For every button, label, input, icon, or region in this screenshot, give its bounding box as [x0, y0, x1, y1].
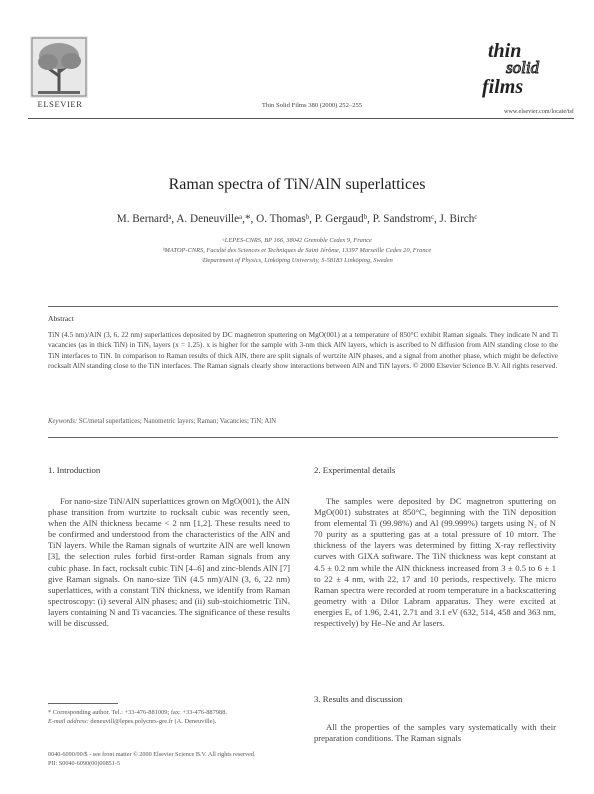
introduction-paragraph: For nano-size TiN/AlN superlattices grown on MgO(001), the AlN phase transition from wurtzite to rocksalt cubic was recently seen, when the AlN thickness became < 2 nm [1,2]. These results need to be confirmed and understood from the characteristics of the AlN and TiN layers. While the Raman signals of wurtzite AlN are well known [3], the selection rules forbid first-order Raman signals from any cubic phase. In fact, rocksalt cubic TiN [4–6] and zinc-blends AlN [7] give Raman signals. On nano-size TiN (4.5 nm)/AlN (3, 6, 22 nm) superlattices, with a constant TiN thickness, we identify from Raman spectroscopy: (i) several AlN phases; and (ii) sub-stoichiometric TiNₓ layers containing N and Ti vacancies. The significance of these results will be discussed. [48, 496, 290, 629]
journal-reference: Thin Solid Films 380 (2000) 252–255 [261, 102, 363, 109]
pii-line: PII: S0040-6090(00)00851-5 [48, 760, 121, 767]
abstract-heading: Abstract [48, 314, 74, 323]
experimental-paragraph: The samples were deposited by DC magnetron sputtering on MgO(001) substrates at 850°C, beginning with the TiN deposition from elemental Ti (99.98%) and Al (99.999%) targets using N₂ of N 70 purity as a sputtering gas at a total pressure of 10 mtorr. The thickness of the layers was determined by fitting X-ray reflectivity curves with GIXA software. The TiN thickness was kept constant at 4.5 ± 0.2 nm while the AlN thickness increased from 3 ± 0.5 to 6 ± 1 to 22 ± 4 nm, with 22, 17 and 10 periods, respectively. The micro Raman spectra were recorded at room temperature in a backscattering geometry with a Dilor Labram apparatus. They were excited at energies Eₑ of 1.96, 2.41, 2.71 and 3.1 eV (632, 514, 458 and 363 nm, respectively) by He–Ne and Ar lasers. [314, 496, 556, 629]
email-note [48, 717, 290, 726]
section-heading-experimental: 2. Experimental details [314, 465, 396, 475]
section-heading-introduction: 1. Introduction [48, 465, 101, 475]
abstract-bottom-divider [48, 437, 558, 438]
affiliation-b: ᵇMATOP-CNRS, Faculté des Sciences et Techniques de Saint Jérôme, 13397 Marseille Cedex 20, France [162, 247, 432, 254]
article-title: Raman spectra of TiN/AlN superlattices [168, 176, 426, 193]
keywords-label: Keywords: [48, 418, 78, 425]
footnote-divider [48, 703, 118, 704]
corresponding-author-note: * Corresponding author. Tel.: +33-476-881009; fax: +33-476-887988. [48, 709, 227, 716]
keywords-line [48, 418, 558, 425]
results-paragraph: All the properties of the samples vary systematically with their preparation conditions. The Raman signals [314, 722, 556, 744]
section-heading-results: 3. Results and discussion [314, 694, 403, 704]
logo-word-films: films [482, 76, 524, 98]
copyright-line: 0040-6090/00/$ - see front matter © 2000 Elsevier Science B.V. All rights reserved. [48, 751, 256, 758]
copyright-footer [48, 750, 368, 768]
author-list: M. Bernardᵃ, A. Deneuvilleᵃ,*, O. Thomasᵇ, P. Gergaudᵇ, P. Sandstromᶜ, J. Birchᶜ [116, 213, 478, 225]
abstract-body: TiN (4.5 nm)/AlN (3, 6, 22 nm) superlattices deposited by DC magnetron sputtering on MgO(001) at a temperature of 850°C exhibit Raman signals. They indicate N and Ti vacancies (as in thick TiN) in TiNₓ layers (x = 1.25). x is higher for the sample with 3-nm thick AlN layers, which is ascribed to N diffusion from AlN standing close to the TiN interfaces to TiN. In comparison to Raman results of thick AlN, there are split signals of wurtzite AlN phases, and a signal from another phase, which might be defective rocksalt AlN standing close to the TiN interfaces. The Raman signals clearly show interactions between AlN and TiN layers. © 2000 Elsevier Science B.V. All rights reserved. [48, 330, 558, 371]
logo-word-solid: solid [506, 58, 540, 77]
thin-solid-films-logo [466, 40, 566, 104]
header-divider [28, 118, 574, 119]
affiliation-c: ᶜDepartment of Physics, Linköping University, S-58183 Linköping, Sweden [201, 257, 393, 264]
affiliation-a: ᵃLEPES-CNRS, BP 166, 38042 Grenoble Cedex 9, France [222, 237, 372, 244]
logo-word-thin: thin [488, 40, 522, 62]
email-address: deneuvill@lepes.polycnrs-gre.fr (A. Deneuville). [90, 718, 217, 725]
email-label: E-mail address: [48, 718, 89, 725]
elsevier-tree-logo [30, 36, 88, 98]
keywords-text: SC/metal superlattices; Nanometric layers; Raman; Vacancies; TiN; AlN [78, 418, 277, 425]
journal-website: www.elsevier.com/locate/tsf [503, 108, 574, 115]
publisher-name: ELSEVIER [37, 99, 83, 109]
footnote [48, 708, 290, 726]
abstract-top-divider [48, 306, 558, 307]
